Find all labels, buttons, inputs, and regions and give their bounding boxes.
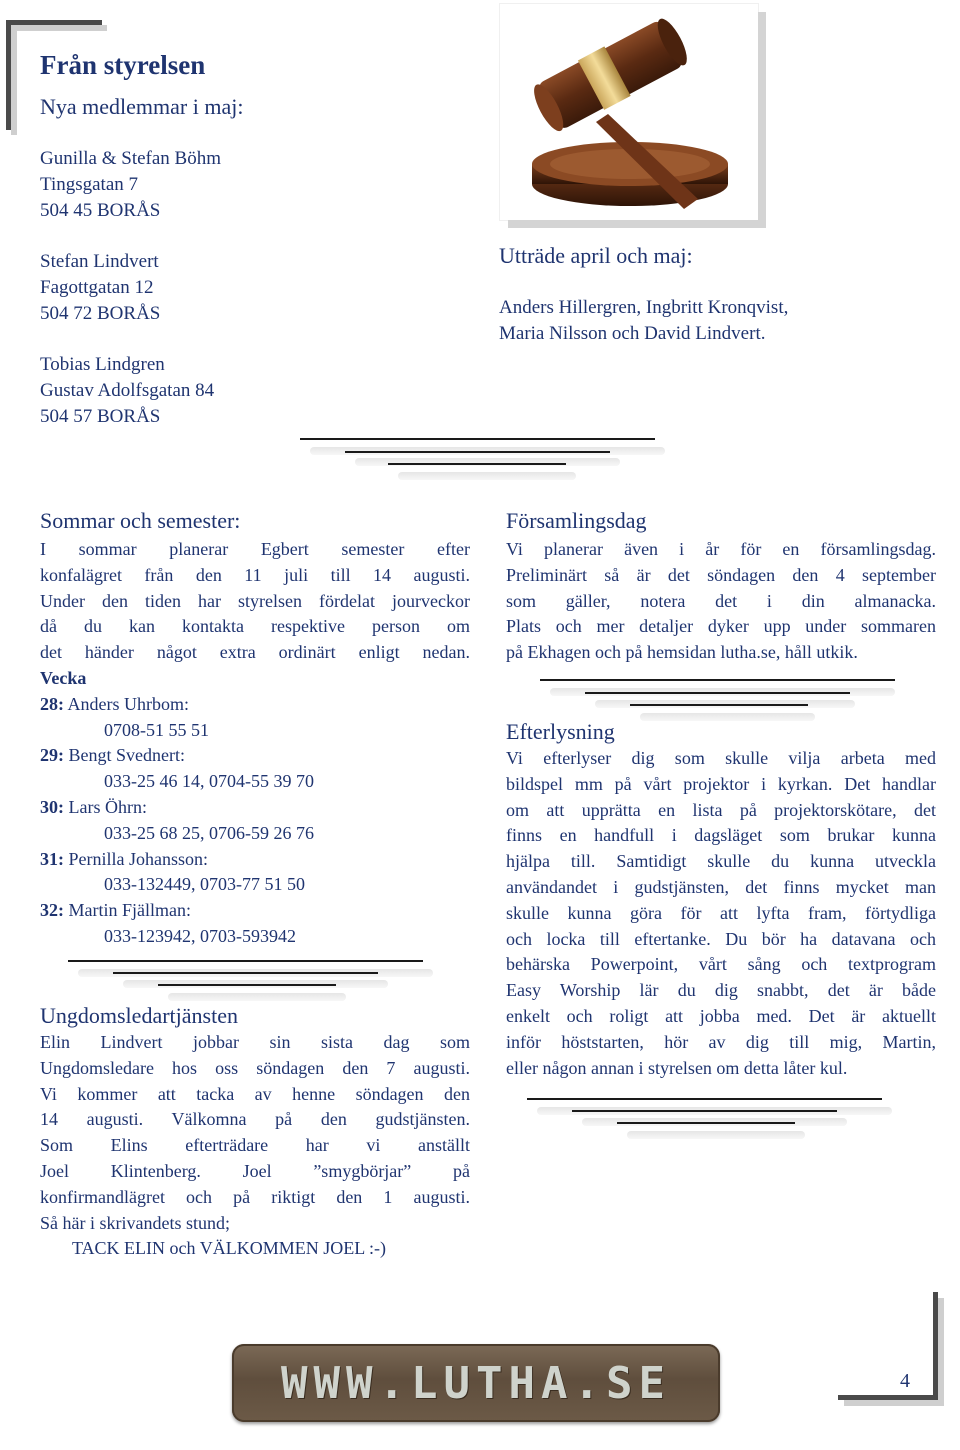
resignations-heading: Utträde april och maj:	[499, 243, 693, 268]
youth-leader-heading: Ungdomsledartjänsten	[40, 1003, 238, 1028]
youth-leader-paragraph: Elin Lindvert jobbar sin sista dag som Ungdomsledare hos oss söndagen den 7 augusti. Vi kommer att tacka av henne söndagen den 14 augusti. Välkomna på den gudstjänsten. Som Elins efterträdare har vi anställt Joel Klintenberg. Joel ”smygbörjar” på konfirmandlägret och på riktigt den 1 augusti. Så här i skrivandets stund; TACK ELIN och VÄLKOMMEN JOEL :-)	[40, 1030, 470, 1262]
summer-heading: Sommar och semester:	[40, 508, 241, 533]
separator-line	[585, 692, 850, 694]
duty-week-phone: 033-25 68 25, 0706-59 26 76	[104, 822, 314, 843]
duty-week-row: 30: Lars Öhrn:	[40, 796, 147, 817]
member-address-2: Stefan Lindvert Fagottgatan 12 504 72 BORÅS	[40, 251, 161, 324]
separator-line	[345, 451, 610, 453]
website-logo-text: WWW.LUTHA.SE	[281, 1358, 671, 1409]
separator-line	[572, 1110, 837, 1112]
summer-paragraph: I sommar planerar Egbert semester efter konfalägret från den 11 juli till 14 augusti. Under den tiden har styrelsen fördelat jourveckor då du kan kontakta respektive person om det händer något extra ordinärt enligt nedan.	[40, 539, 470, 663]
separator-shadow	[640, 713, 815, 721]
duty-week-row: 32: Martin Fjällman:	[40, 900, 191, 921]
separator-line	[617, 1122, 795, 1124]
new-members-heading: Nya medlemmar i maj:	[40, 94, 244, 119]
gavel-illustration	[500, 4, 758, 220]
separator-line	[113, 972, 378, 974]
wanted-heading: Efterlysning	[506, 719, 615, 744]
duty-week-phone: 033-25 46 14, 0704-55 39 70	[104, 771, 314, 792]
separator-shadow	[168, 993, 346, 1001]
corner-bracket-bottom-right	[838, 1292, 938, 1400]
wanted-paragraph: Vi efterlyser dig som skulle vilja arbeta med bildspel mm på vårt projektor i kyrkan. Det handlar om att upprätta en lista på projektorskötare, det finns en handfull i dagsläget som brukar kunna hjälpa till. Samtidigt skulle du kunna utveckla användandet i gudstjänsten, det finns mycket man skulle kunna göra för att lyfta fram, förtydliga och locka till eftertanke. Du bör ha datavana och behärska Powerpoint, vårt sång och textprogram Easy Worship lär du dig snabbt, det är både enkelt och roligt att jobba med. Det är aktuellt inför höststarten, hör av dig till mig, Martin, eller någon annan i styrelsen om detta låter kul.	[506, 748, 936, 1078]
resignations-text: Anders Hillergren, Ingbritt Kronqvist, Maria Nilsson och David Lindvert.	[499, 297, 789, 344]
separator-line	[540, 679, 895, 681]
separator-line	[68, 960, 423, 962]
separator-shadow	[627, 1131, 805, 1139]
separator-line	[300, 438, 655, 440]
separator-line	[388, 463, 566, 465]
duty-week-list	[40, 666, 314, 950]
duty-week-phone: 033-123942, 0703-593942	[104, 925, 296, 946]
parish-day-heading: Församlingsdag	[506, 508, 647, 533]
duty-week-phone: 033-132449, 0703-77 51 50	[104, 874, 305, 895]
duty-week-row: 28: Anders Uhrbom:	[40, 693, 189, 714]
member-address-1: Gunilla & Stefan Böhm Tingsgatan 7 504 45 BORÅS	[40, 148, 222, 221]
page-title: Från styrelsen	[40, 50, 206, 80]
parish-day-paragraph: Vi planerar även i år för en församlingsdag. Preliminärt så är det söndagen den 4 september som gäller, notera det i din almanacka. Plats och mer detaljer dyker upp under sommaren på Ekhagen och på hemsidan lutha.se, håll utkik.	[506, 539, 936, 663]
gavel-photo	[500, 4, 758, 220]
duty-week-row: 29: Bengt Svednert:	[40, 745, 185, 766]
duty-week-phone: 0708-51 55 51	[104, 719, 209, 740]
separator-shadow	[398, 472, 576, 480]
separator-line	[630, 704, 808, 706]
vecka-label: Vecka	[40, 668, 87, 688]
duty-week-row: 31: Pernilla Johansson:	[40, 848, 208, 869]
member-address-3: Tobias Lindgren Gustav Adolfsgatan 84 504 57 BORÅS	[40, 354, 215, 427]
youth-closing-line: TACK ELIN och VÄLKOMMEN JOEL :-)	[72, 1238, 387, 1259]
website-logo[interactable]	[232, 1344, 720, 1422]
page-number: 4	[900, 1370, 910, 1392]
separator-line	[158, 984, 336, 986]
separator-line	[527, 1098, 882, 1100]
